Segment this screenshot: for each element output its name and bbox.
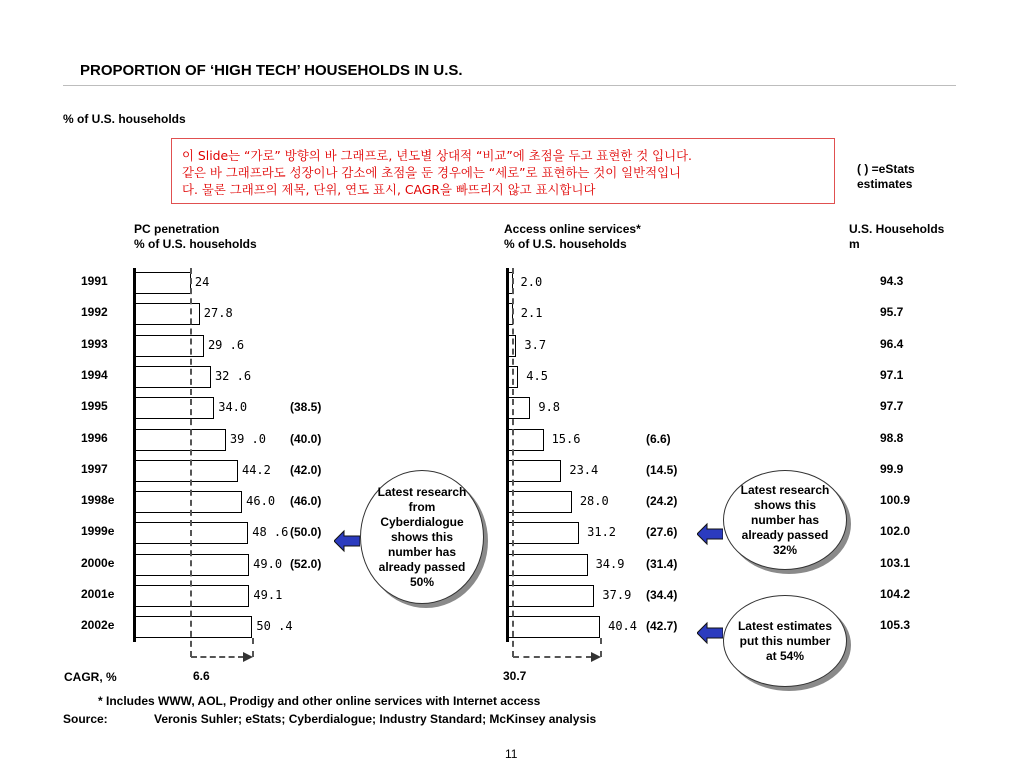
online-value-label: 31.2: [587, 525, 617, 540]
households-value: 103.1: [880, 555, 911, 570]
online-research-callout: Latest research shows this number has already passed 32%: [723, 470, 847, 570]
pc-bar: [135, 554, 249, 576]
page-number: 11: [505, 747, 518, 761]
note-line-1: 이 Slide는 “가로” 방향의 바 그래프로, 년도별 상대적 “비교”에 초점을 두고 표현한 것 입니다.: [182, 148, 692, 163]
pc-value-label: 39 .0: [229, 431, 266, 446]
online-bar: [508, 585, 594, 607]
online-estats-value: (42.7): [646, 619, 678, 634]
pc-end-dash: [252, 638, 254, 657]
pc-value-label: 49.1: [253, 588, 283, 602]
year-label: 1995: [81, 399, 108, 414]
households-value: 100.9: [880, 493, 911, 508]
pc-value-label: 34.0: [218, 400, 248, 415]
pc-bar: [135, 335, 204, 357]
year-label: 1997: [81, 461, 108, 476]
online-growth-dash: [513, 656, 593, 658]
pc-bar: [135, 491, 242, 513]
online-panel-header: [504, 222, 641, 252]
online-value-label: 37.9: [602, 588, 632, 602]
cagr-label: CAGR, %: [64, 670, 117, 684]
households-header-line-2: m: [849, 237, 860, 251]
households-value: 95.7: [880, 305, 904, 320]
pc-bar: [135, 585, 249, 607]
online-bar: [508, 616, 600, 638]
households-value: 98.8: [880, 430, 904, 445]
households-panel-header: [849, 222, 944, 252]
households-value: 96.4: [880, 336, 904, 351]
online-bar: [508, 460, 561, 482]
pc-value-label: 49.0: [253, 556, 283, 571]
households-value: 94.3: [880, 274, 904, 288]
online-value-label: 2.0: [520, 275, 543, 289]
pc-bar: [135, 616, 252, 638]
online-value-label: 28.0: [579, 494, 609, 509]
online-bar: [508, 554, 588, 576]
pc-estats-value: (52.0): [290, 556, 322, 571]
online-baseline-dash: [512, 268, 514, 657]
pc-estats-value: (40.0): [290, 431, 322, 446]
pc-baseline-dash: [190, 268, 192, 657]
korean-note-box: [171, 138, 835, 204]
year-label: 1998e: [81, 493, 115, 508]
year-label: 1994: [81, 367, 108, 382]
pc-value-label: 29 .6: [207, 337, 245, 352]
year-label: 1993: [81, 336, 108, 351]
pc-panel-header: [134, 222, 257, 252]
footnote: * Includes WWW, AOL, Prodigy and other online services with Internet access: [98, 694, 541, 708]
online-value-label: 23.4: [569, 462, 599, 477]
year-label: 1991: [81, 274, 108, 288]
pc-bar: [135, 460, 238, 482]
online-cagr-value: 30.7: [503, 669, 527, 683]
pc-value-label: 48 .6: [252, 525, 289, 540]
households-value: 104.2: [880, 587, 911, 601]
online-value-label: 4.5: [526, 368, 548, 383]
online-value-label: 3.7: [524, 337, 547, 352]
unit-label: % of U.S. households: [63, 112, 186, 126]
online-estats-value: (24.2): [646, 494, 678, 509]
estats-legend-note: [857, 162, 915, 192]
online-estimate-callout: Latest estimates put this number at 54%: [723, 595, 847, 687]
online-estats-value: (27.6): [646, 525, 678, 540]
pc-header-line-1: PC penetration: [134, 222, 220, 236]
source-label: Source:: [63, 712, 108, 726]
online-research-pointer-arrow-icon: [697, 522, 723, 546]
year-label: 2001e: [81, 587, 115, 601]
note-line-2: 같은 바 그래프라도 성장이나 감소에 초점을 둔 경우에는 “세로”로 표현하는 것이 일반적입니: [182, 165, 682, 180]
slide-title: PROPORTION OF ‘HIGH TECH’ HOUSEHOLDS IN U.S.: [80, 62, 463, 79]
year-label: 1996: [81, 430, 108, 445]
online-estats-value: (6.6): [646, 431, 671, 446]
online-bar: [508, 491, 572, 513]
title-divider: [63, 85, 956, 86]
year-label: 2000e: [81, 555, 115, 570]
online-value-label: 2.1: [520, 306, 543, 321]
online-header-line-2: % of U.S. households: [504, 237, 627, 251]
pc-value-label: 50 .4: [256, 619, 293, 634]
pc-bar: [135, 366, 211, 388]
online-estats-value: (31.4): [646, 556, 678, 571]
pc-value-label: 24: [194, 275, 210, 289]
year-label: 2002e: [81, 618, 115, 633]
source-text: Veronis Suhler; eStats; Cyberdialogue; Industry Standard; McKinsey analysis: [154, 712, 597, 726]
estats-note-line-2: estimates: [857, 177, 913, 191]
pc-callout: Latest research from Cyberdialogue shows this number has already passed 50%: [360, 470, 484, 604]
pc-cagr-value: 6.6: [193, 669, 210, 683]
online-bar: [508, 522, 579, 544]
households-header-line-1: U.S. Households: [849, 222, 945, 236]
online-estats-value: (14.5): [646, 462, 678, 477]
households-value: 97.7: [880, 399, 904, 414]
estats-note-line-1: ( ) =eStats: [857, 162, 915, 176]
households-value: 97.1: [880, 367, 904, 382]
pc-growth-dash: [191, 656, 245, 658]
online-estats-value: (34.4): [646, 588, 678, 602]
pc-estats-value: (46.0): [290, 494, 322, 509]
online-value-label: 40.4: [608, 619, 638, 634]
pc-bar: [135, 397, 214, 419]
pc-value-label: 32 .6: [214, 368, 252, 383]
households-value: 102.0: [880, 524, 911, 539]
pc-header-line-2: % of U.S. households: [134, 237, 257, 251]
pc-estats-value: (38.5): [290, 400, 322, 415]
pc-bar: [135, 429, 226, 451]
pc-pointer-arrow-icon: [334, 529, 360, 553]
households-value: 99.9: [880, 461, 904, 476]
online-value-label: 9.8: [538, 400, 561, 415]
year-label: 1992: [81, 305, 108, 320]
households-value: 105.3: [880, 618, 911, 633]
pc-bar: [135, 272, 191, 294]
pc-estats-value: (42.0): [290, 462, 322, 477]
year-label: 1999e: [81, 524, 115, 539]
pc-value-label: 46.0: [246, 494, 276, 509]
online-end-dash: [600, 638, 602, 657]
online-value-label: 15.6: [551, 431, 581, 446]
pc-estats-value: (50.0): [290, 525, 322, 540]
online-estimate-pointer-arrow-icon: [697, 621, 723, 645]
pc-value-label: 27.8: [203, 306, 233, 321]
online-header-line-1: Access online services*: [504, 222, 641, 236]
note-line-3: 다. 물론 그래프의 제목, 단위, 연도 표시, CAGR을 빠뜨리지 않고 표시합니다: [182, 182, 596, 197]
online-value-label: 34.9: [595, 556, 625, 571]
pc-value-label: 44.2: [241, 462, 271, 477]
